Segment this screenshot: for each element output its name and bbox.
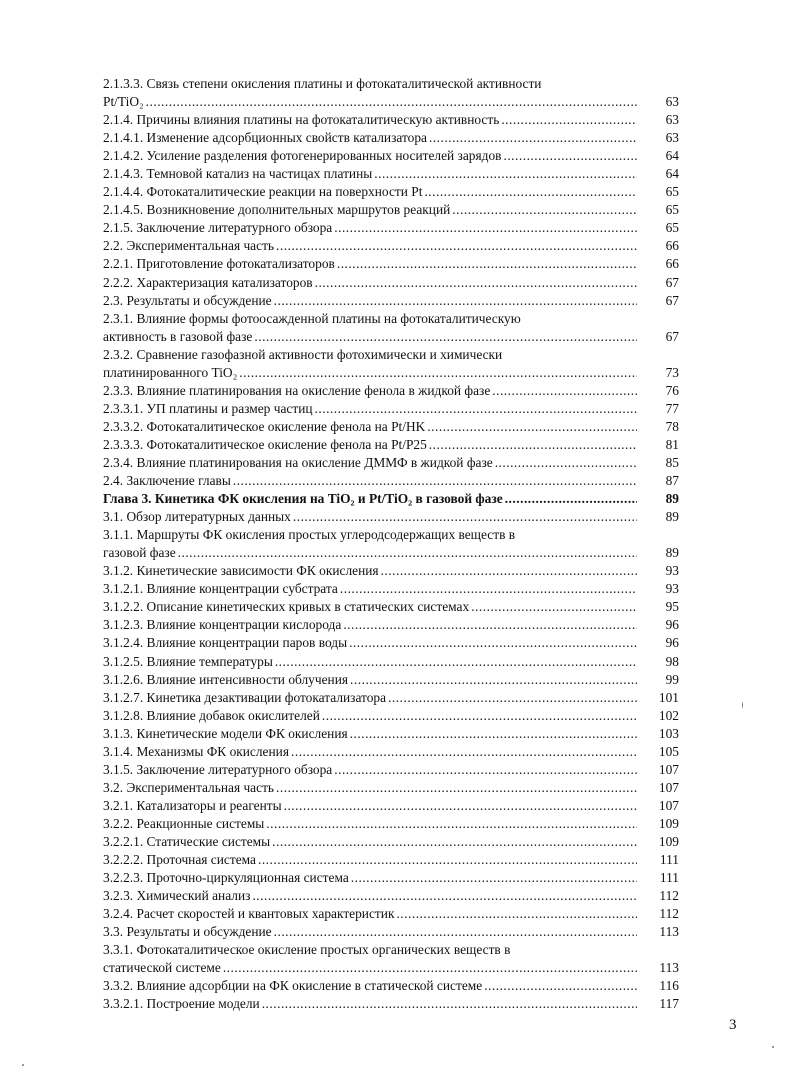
toc-entry-number: 3.1.5. [103, 761, 134, 777]
toc-entry [103, 743, 679, 761]
toc-entry-text: активность в газовой фазе [103, 328, 253, 344]
toc-entry [103, 634, 679, 652]
toc-entry-number: 3.1.2.5. [103, 653, 144, 669]
toc-entry-number: 3.3.2. [103, 978, 134, 994]
toc-entry-text: Характеризация катализаторов [136, 274, 313, 290]
toc-entry-title [103, 905, 394, 923]
toc-entry-title [103, 869, 349, 887]
toc-entry-number: 2.3.3. [103, 382, 134, 398]
toc-page-number: 107 [658, 797, 679, 813]
toc-entry-text: Изменение адсорбционных свойств катализатора [146, 130, 427, 146]
toc-entry-number: 2.1.5. [103, 220, 134, 236]
toc-entry-number: 2.1.4.1. [103, 130, 144, 146]
toc-entry [103, 977, 679, 995]
toc-entry-title [103, 147, 501, 165]
toc-dot-leader [396, 905, 637, 923]
toc-page-number: 67 [665, 274, 679, 290]
toc-entry [103, 201, 679, 219]
toc-page-number: 73 [665, 364, 679, 380]
toc-entry [103, 671, 679, 689]
toc-entry-title [103, 671, 348, 689]
toc-entry-number: 2.2.1. [103, 256, 134, 272]
toc-entry-text: Фотокаталитические реакции на поверхности Pt [146, 184, 423, 200]
toc-dot-leader [334, 761, 637, 779]
toc-page-number: 89 [665, 509, 679, 525]
toc-entry-text: газовой фазе [103, 545, 176, 561]
toc-dot-leader [315, 274, 637, 292]
scan-speck [772, 1046, 774, 1048]
toc-dot-leader [501, 111, 637, 129]
toc-entry-text: Обзор литературных данных [126, 509, 291, 525]
toc-entry [103, 292, 679, 310]
toc-entry [103, 815, 679, 833]
toc-entry [103, 183, 679, 201]
toc-entry [103, 653, 679, 671]
toc-dot-leader [429, 436, 637, 454]
toc-entry [103, 851, 679, 869]
toc-entry-text: Химический анализ [136, 888, 251, 904]
toc-entry-text: Реакционные системы [136, 815, 265, 831]
table-of-contents [103, 75, 679, 1013]
toc-entry-title [103, 454, 493, 472]
toc-entry-text: Расчет скоростей и квантовых характеристик [136, 906, 395, 922]
toc-page-number: 89 [665, 545, 679, 561]
toc-dot-leader [274, 923, 637, 941]
toc-entry-title [103, 526, 679, 544]
toc-page-number: 66 [665, 256, 679, 272]
toc-entry-number: 2.1.4. [103, 112, 134, 128]
toc-page-number: 81 [665, 436, 679, 452]
toc-entry-title-first-line: Маршруты ФК окисления простых углеродсодержащих веществ в [136, 527, 516, 543]
toc-entry-number: 3.2.4. [103, 906, 134, 922]
toc-dot-leader [427, 418, 637, 436]
toc-entry-text: Влияние платинирования на окисление ДММФ в жидкой фазе [136, 454, 493, 470]
toc-dot-leader [274, 292, 637, 310]
toc-entry-text: Проточная система [146, 852, 256, 868]
toc-entry-title [103, 743, 289, 761]
page-number: 3 [729, 1017, 737, 1033]
toc-page-number: 87 [665, 473, 679, 489]
toc-dot-leader [471, 598, 637, 616]
toc-entry [103, 418, 679, 436]
toc-entry [103, 689, 679, 707]
toc-entry-title [103, 382, 490, 400]
toc-page-number: 109 [658, 815, 679, 831]
toc-entry-title [103, 111, 499, 129]
toc-page-number: 101 [658, 689, 679, 705]
toc-entry-title [103, 616, 341, 634]
toc-entry-number: 3.2.3. [103, 888, 134, 904]
toc-dot-leader [334, 219, 637, 237]
toc-page-number: 63 [665, 130, 679, 146]
toc-entry-number: 2.1.4.3. [103, 166, 144, 182]
toc-entry-title [103, 761, 332, 779]
toc-page-number: 93 [665, 563, 679, 579]
toc-entry-text: Влияние концентрации субстрата [146, 581, 338, 597]
toc-entry [103, 454, 679, 472]
toc-entry-number: 3.1. [103, 509, 124, 525]
toc-dot-leader [239, 364, 637, 382]
toc-entry-number: 3.2.2.1. [103, 833, 144, 849]
toc-entry-title [103, 165, 372, 183]
toc-entry [103, 111, 679, 129]
toc-dot-leader [275, 653, 637, 671]
toc-entry-number: 2.1.3.3. [103, 76, 144, 91]
toc-page-number: 63 [665, 94, 679, 110]
toc-entry-title [103, 75, 679, 93]
toc-entry-text: Усиление разделения фотогенерированных носителей зарядов [146, 148, 502, 164]
toc-entry [103, 887, 679, 905]
toc-entry [103, 147, 679, 165]
toc-dot-leader [266, 815, 637, 833]
toc-entry [103, 165, 679, 183]
toc-entry-text: Влияние температуры [146, 653, 273, 669]
toc-entry-title [103, 707, 320, 725]
toc-entry [103, 562, 679, 580]
toc-entry-title [103, 508, 291, 526]
toc-page-number: 76 [665, 382, 679, 398]
toc-entry-text: Фотокаталитическое окисление фенола на Pt/HK [146, 418, 426, 434]
scan-speck [742, 702, 743, 708]
toc-dot-leader [258, 851, 637, 869]
toc-dot-leader [276, 779, 637, 797]
toc-entry-number: 3.1.2.8. [103, 707, 144, 723]
toc-entry-number: 2.3.3.2. [103, 418, 144, 434]
toc-page-number: 78 [665, 418, 679, 434]
toc-entry-text: Причины влияния платины на фотокаталитическую активность [136, 112, 500, 128]
toc-entry [103, 472, 679, 490]
toc-dot-leader [388, 689, 637, 707]
toc-entry-title [103, 219, 332, 237]
toc-entry-number: 3.1.2.2. [103, 599, 144, 615]
toc-entry-title-continuation [103, 364, 237, 382]
toc-dot-leader [291, 743, 637, 761]
toc-page-number: 64 [665, 148, 679, 164]
toc-entry-title-continuation [103, 328, 252, 346]
toc-entry-text: Проточно-циркуляционная система [146, 870, 349, 886]
toc-page-number: 99 [665, 671, 679, 687]
toc-dot-leader [252, 887, 637, 905]
toc-entry [103, 869, 679, 887]
toc-dot-leader [337, 255, 637, 273]
toc-entry [103, 616, 679, 634]
toc-dot-leader [293, 508, 637, 526]
toc-entry-title [103, 725, 348, 743]
toc-dot-leader [233, 472, 637, 490]
toc-entry-title [103, 833, 270, 851]
toc-entry-text: статической системе [103, 960, 221, 976]
toc-entry-title [103, 255, 335, 273]
toc-entry-number: 3.1.4. [103, 743, 134, 759]
toc-entry-number: 3.2.1. [103, 797, 134, 813]
toc-entry-text: Заключение литературного обзора [136, 220, 333, 236]
toc-entry-title-continuation [103, 93, 144, 111]
toc-entry-title [103, 815, 264, 833]
toc-entry-title [103, 418, 425, 436]
toc-entry-text: платинированного TiO₂ [103, 364, 238, 380]
toc-page-number: 96 [665, 635, 679, 651]
toc-dot-leader [374, 165, 637, 183]
toc-page-number: 113 [659, 924, 679, 940]
toc-entry-title [103, 310, 679, 328]
toc-page-number: 67 [665, 292, 679, 308]
toc-entry-number: 3.1.2.3. [103, 617, 144, 633]
toc-entry-title [103, 653, 273, 671]
toc-entry-text: Заключение литературного обзора [136, 761, 333, 777]
toc-dot-leader [343, 616, 637, 634]
toc-page-number: 65 [665, 202, 679, 218]
toc-entry [103, 580, 679, 598]
toc-entry-title [103, 490, 503, 508]
toc-page-number: 77 [665, 400, 679, 416]
toc-entry [103, 833, 679, 851]
toc-entry-number: 2.3.3.3. [103, 436, 144, 452]
toc-entry-number: 3.1.2.4. [103, 635, 144, 651]
toc-entry-number: 2.2. [103, 238, 124, 254]
toc-entry-number: 2.3.1. [103, 310, 134, 326]
toc-entry-title [103, 995, 260, 1013]
toc-entry [103, 75, 679, 111]
toc-entry [103, 310, 679, 346]
toc-entry-number: 3.1.3. [103, 725, 134, 741]
toc-entry-number: 3.3.1. [103, 942, 134, 958]
toc-dot-leader [349, 634, 637, 652]
toc-page-number: 111 [659, 870, 679, 886]
toc-entry-title [103, 689, 386, 707]
toc-dot-leader [178, 544, 637, 562]
toc-entry-text: Влияние добавок окислителей [146, 707, 320, 723]
toc-entry-title [103, 797, 282, 815]
toc-page-number: 85 [665, 454, 679, 470]
toc-entry-text: Экспериментальная часть [126, 238, 275, 254]
toc-page-number: 66 [665, 238, 679, 254]
toc-entry-text: Pt/TiO₂ [103, 94, 144, 110]
toc-entry-number: 3.1.2.1. [103, 581, 144, 597]
toc-entry [103, 761, 679, 779]
toc-entry [103, 219, 679, 237]
toc-entry [103, 995, 679, 1013]
toc-entry [103, 255, 679, 273]
toc-entry [103, 490, 679, 508]
toc-entry-title [103, 346, 679, 364]
toc-entry [103, 526, 679, 562]
toc-entry-title [103, 274, 313, 292]
toc-entry-title [103, 562, 379, 580]
toc-entry-number: 2.1.4.2. [103, 148, 144, 164]
toc-entry-number: 2.3.2. [103, 346, 134, 362]
toc-entry [103, 237, 679, 255]
scan-speck [22, 1064, 24, 1066]
toc-entry-number: 3.3. [103, 924, 124, 940]
toc-dot-leader [315, 400, 637, 418]
toc-entry [103, 346, 679, 382]
toc-entry-text: Темновой катализ на частицах платины [146, 166, 373, 182]
toc-dot-leader [223, 959, 637, 977]
toc-entry-title [103, 436, 427, 454]
toc-page-number: 102 [658, 707, 679, 723]
toc-dot-leader [495, 454, 637, 472]
toc-entry-title [103, 941, 679, 959]
toc-dot-leader [284, 797, 637, 815]
toc-entry-number: 2.1.4.4. [103, 184, 144, 200]
toc-page-number: 105 [658, 743, 679, 759]
toc-entry-text: Влияние платинирования на окисление фенола в жидкой фазе [136, 382, 491, 398]
toc-dot-leader [254, 328, 637, 346]
toc-entry [103, 508, 679, 526]
toc-entry-title [103, 598, 469, 616]
toc-dot-leader [503, 147, 637, 165]
toc-entry-title-first-line: Фотокаталитическое окисление простых органических веществ в [136, 942, 511, 958]
toc-dot-leader [452, 201, 637, 219]
toc-entry-title-first-line: Связь степени окисления платины и фотокаталитической активности [146, 76, 542, 91]
toc-entry-title [103, 292, 272, 310]
toc-page-number: 111 [659, 852, 679, 868]
toc-dot-leader [350, 725, 637, 743]
toc-page-number: 64 [665, 166, 679, 182]
toc-entry-text: Фотокаталитическое окисление фенола на Pt/P25 [146, 436, 427, 452]
toc-dot-leader [492, 382, 637, 400]
toc-dot-leader [381, 562, 637, 580]
toc-entry-title-continuation [103, 959, 221, 977]
toc-page-number: 112 [659, 888, 679, 904]
toc-entry-number: 3.2. [103, 779, 124, 795]
toc-entry-text: Кинетические модели ФК окисления [136, 725, 348, 741]
toc-entry-text: Статические системы [146, 833, 271, 849]
toc-entry [103, 797, 679, 815]
toc-entry-text: Приготовление фотокатализаторов [136, 256, 335, 272]
toc-entry-number: 3.1.1. [103, 527, 134, 543]
toc-entry-text: Влияние интенсивности облучения [146, 671, 349, 687]
toc-entry-number: 2.4. [103, 473, 124, 489]
toc-entry-title-first-line: Сравнение газофазной активности фотохимически и химически [136, 346, 503, 362]
toc-page-number: 95 [665, 599, 679, 615]
toc-entry [103, 274, 679, 292]
toc-entry [103, 598, 679, 616]
toc-dot-leader [350, 671, 637, 689]
toc-page-number: 117 [659, 996, 679, 1012]
toc-entry-text: Возникновение дополнительных маршрутов реакций [146, 202, 451, 218]
toc-entry-title [103, 923, 272, 941]
toc-dot-leader [272, 833, 637, 851]
toc-entry-number: 3.2.2.3. [103, 870, 144, 886]
toc-entry-title [103, 887, 250, 905]
toc-entry-text: Кинетика дезактивации фотокатализатора [146, 689, 387, 705]
toc-dot-leader [505, 490, 637, 508]
toc-entry-title [103, 183, 422, 201]
toc-entry-title [103, 580, 338, 598]
toc-entry-text: Результаты и обсуждение [126, 292, 272, 308]
toc-entry [103, 129, 679, 147]
toc-entry [103, 941, 679, 977]
toc-page-number: 89 [665, 491, 679, 507]
toc-page-number: 116 [659, 978, 679, 994]
toc-dot-leader [276, 237, 637, 255]
toc-entry-text: Кинетические зависимости ФК окисления [136, 563, 379, 579]
toc-page-number: 98 [665, 653, 679, 669]
toc-entry-number: 2.2.2. [103, 274, 134, 290]
toc-page-number: 107 [658, 779, 679, 795]
toc-entry [103, 779, 679, 797]
toc-page-number: 65 [665, 220, 679, 236]
toc-entry-number: 3.1.2. [103, 563, 134, 579]
toc-dot-leader [484, 977, 637, 995]
toc-entry-text: Влияние адсорбции на ФК окисление в статической системе [136, 978, 483, 994]
toc-dot-leader [424, 183, 637, 201]
toc-entry [103, 725, 679, 743]
toc-entry-number: 2.3. [103, 292, 124, 308]
toc-entry [103, 707, 679, 725]
toc-entry-title [103, 779, 274, 797]
toc-entry-title-first-line: Влияние формы фотоосажденной платины на фотокаталитическую [136, 310, 521, 326]
toc-entry-number: 3.1.2.6. [103, 671, 144, 687]
toc-page-number: 112 [659, 906, 679, 922]
toc-entry-text: Построение модели [146, 996, 260, 1012]
toc-entry-number: 2.3.4. [103, 454, 134, 470]
toc-dot-leader [429, 129, 637, 147]
toc-entry-text: Влияние концентрации кислорода [146, 617, 342, 633]
toc-page-number: 63 [665, 112, 679, 128]
toc-dot-leader [340, 580, 637, 598]
toc-entry-title [103, 129, 427, 147]
toc-entry-number: 3.1.2.7. [103, 689, 144, 705]
toc-entry [103, 382, 679, 400]
toc-dot-leader [322, 707, 637, 725]
toc-entry-number: 2.3.3.1. [103, 400, 144, 416]
toc-entry-title [103, 977, 482, 995]
toc-entry-title [103, 201, 450, 219]
toc-entry-text: Механизмы ФК окисления [136, 743, 289, 759]
toc-entry-number: Глава 3. [103, 491, 152, 507]
toc-entry-title-continuation [103, 544, 176, 562]
toc-entry-text: УП платины и размер частиц [146, 400, 313, 416]
toc-entry-text: Кинетика ФК окисления на TiO₂ и Pt/TiO₂ в газовой фазе [154, 491, 503, 507]
toc-page-number: 96 [665, 617, 679, 633]
toc-entry-title [103, 400, 313, 418]
toc-page-number: 107 [658, 761, 679, 777]
toc-entry-title [103, 634, 347, 652]
toc-entry-title [103, 472, 231, 490]
toc-entry-text: Заключение главы [126, 473, 231, 489]
toc-dot-leader [351, 869, 637, 887]
toc-entry-text: Влияние концентрации паров воды [146, 635, 348, 651]
toc-entry-text: Катализаторы и реагенты [136, 797, 282, 813]
toc-entry-number: 3.2.2. [103, 815, 134, 831]
toc-entry-title [103, 851, 256, 869]
toc-entry-number: 3.2.2.2. [103, 852, 144, 868]
toc-entry [103, 400, 679, 418]
toc-entry-text: Экспериментальная часть [126, 779, 275, 795]
toc-page-number: 93 [665, 581, 679, 597]
toc-page-number: 113 [659, 960, 679, 976]
toc-entry [103, 923, 679, 941]
toc-entry-text: Описание кинетических кривых в статических системах [146, 599, 470, 615]
toc-dot-leader [146, 93, 637, 111]
toc-page-number: 65 [665, 184, 679, 200]
toc-entry-number: 3.3.2.1. [103, 996, 144, 1012]
toc-page-number: 109 [658, 833, 679, 849]
toc-entry-number: 2.1.4.5. [103, 202, 144, 218]
toc-entry-text: Результаты и обсуждение [126, 924, 272, 940]
toc-dot-leader [262, 995, 637, 1013]
toc-entry [103, 436, 679, 454]
toc-page-number: 67 [665, 328, 679, 344]
toc-entry-title [103, 237, 274, 255]
toc-page-number: 103 [658, 725, 679, 741]
toc-entry [103, 905, 679, 923]
